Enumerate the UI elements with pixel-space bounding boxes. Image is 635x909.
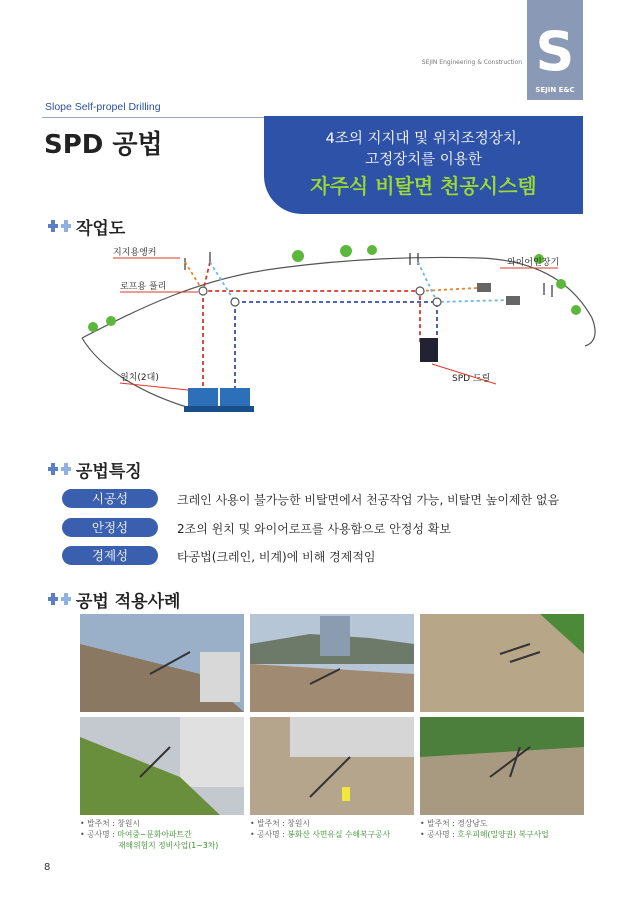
case-photo-1 bbox=[80, 614, 244, 712]
plus-plus-icon bbox=[48, 462, 72, 476]
page-title: SPD 공법 bbox=[44, 130, 163, 160]
case-photo-4 bbox=[80, 717, 244, 815]
section-title-diagram: 작업도 bbox=[76, 219, 126, 239]
case-photo-2 bbox=[250, 614, 414, 712]
plus-plus-icon bbox=[48, 592, 72, 606]
feature-text-safety: 2조의 윈치 및 와이어로프를 사용함으로 안정성 확보 bbox=[177, 522, 451, 536]
label-anchor: 지지용앵커 bbox=[113, 248, 157, 258]
feature-badge-economy: 경제성 bbox=[62, 546, 158, 565]
label-wire-tensioner: 와이어인장기 bbox=[507, 258, 560, 268]
case-photo-5 bbox=[250, 717, 414, 815]
label-winch: 윈치(2대) bbox=[120, 373, 159, 383]
label-pulley: 로프용 풀리 bbox=[120, 282, 167, 292]
feature-badge-safety: 안정성 bbox=[62, 518, 158, 537]
banner-line-1: 4조의 지지대 및 위치조정장치, bbox=[325, 131, 522, 147]
feature-text-constructability: 크레인 사용이 불가능한 비탈면에서 천공작업 가능, 비탈면 높이제한 없음 bbox=[177, 493, 560, 507]
work-diagram bbox=[80, 238, 600, 428]
plus-plus-icon bbox=[48, 219, 72, 233]
logo-subtext: SEJIN E&C bbox=[535, 86, 575, 94]
feature-text-economy: 타공법(크레인, 비계)에 비해 경제적임 bbox=[177, 550, 376, 564]
section-title-cases: 공법 적용사례 bbox=[76, 592, 181, 612]
case-photo-6 bbox=[420, 717, 584, 815]
company-name: SEJIN Engineering & Construction bbox=[421, 59, 522, 66]
case-caption-3: • 발주처 : 경상남도 • 공사명 : 호우피해(밀양권) 복구사업 bbox=[420, 819, 549, 839]
banner-highlight: 자주식 비탈면 천공시스템 bbox=[310, 174, 537, 198]
winch-icon bbox=[184, 388, 254, 412]
page-number: 8 bbox=[44, 862, 51, 873]
label-drill: SPD 드릴 bbox=[452, 374, 491, 384]
section-title-features: 공법특징 bbox=[76, 462, 142, 482]
logo-letter: S bbox=[535, 20, 575, 83]
english-subtitle: Slope Self-propel Drilling bbox=[45, 101, 161, 113]
case-caption-2: • 발주처 : 창원시 • 공사명 : 봉화산 사면유실 수해복구공사 bbox=[250, 819, 391, 839]
case-photo-3 bbox=[420, 614, 584, 712]
banner-line-2: 고정장치를 이용한 bbox=[365, 152, 482, 168]
feature-badge-constructability: 시공성 bbox=[62, 489, 158, 508]
case-caption-1: • 발주처 : 창원시 • 공사명 : 마여중~문화아파트간 재해위험지 정비사업(1~3차) bbox=[80, 819, 219, 850]
